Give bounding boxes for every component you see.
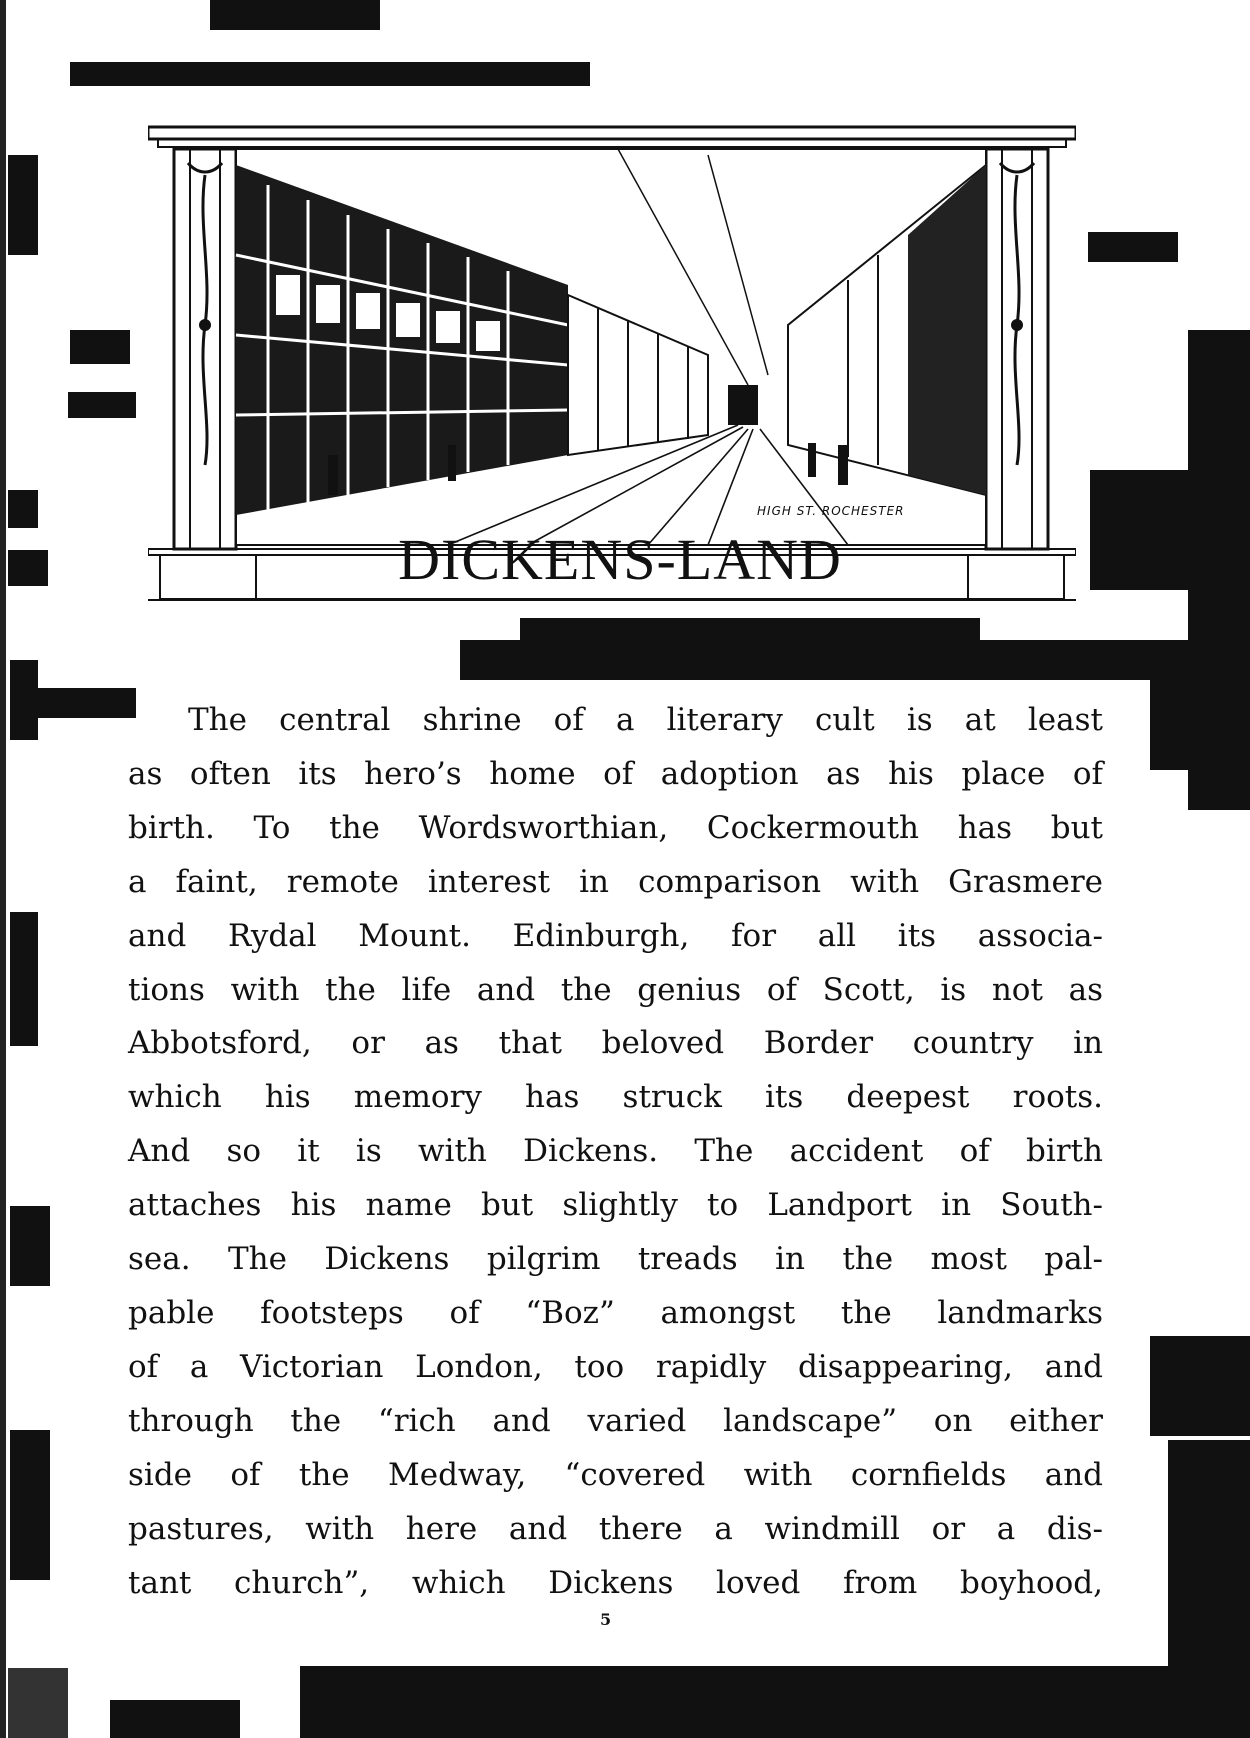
scan-artifact: [10, 1206, 50, 1286]
scan-artifact: [70, 62, 590, 86]
scan-artifact: [1088, 232, 1178, 262]
text-line: which his memory has struck its deepest roots.: [128, 1079, 1103, 1116]
text-line: attaches his name but slightly to Landport in South-: [128, 1187, 1103, 1224]
scan-artifact: [1150, 1336, 1250, 1436]
scan-artifact: [300, 1666, 1250, 1738]
scan-artifact: [10, 912, 38, 1046]
text-line: pastures, with here and there a windmill or a dis-: [128, 1510, 1103, 1547]
text-line: tions with the life and the genius of Scott, is not as: [128, 971, 1103, 1008]
scan-artifact: [8, 550, 48, 586]
scan-artifact: [110, 1700, 240, 1738]
scan-artifact: [1168, 1440, 1250, 1670]
text-line: a faint, remote interest in comparison with Grasmere: [128, 863, 1103, 900]
text-line: pable footsteps of “Boz” amongst the landmarks: [128, 1294, 1103, 1331]
text-line: The central shrine of a literary cult is at least: [188, 702, 1103, 738]
scan-artifact: [210, 0, 380, 30]
scan-artifact: [10, 660, 38, 740]
text-line: Abbotsford, or as that beloved Border country in: [128, 1025, 1103, 1062]
scan-artifact: [8, 155, 38, 255]
scan-artifact: [8, 1668, 68, 1738]
text-line: tant church”, which Dickens loved from boyhood,: [128, 1564, 1103, 1601]
text-line: side of the Medway, “covered with cornfields and: [128, 1456, 1103, 1493]
body-paragraph: [128, 694, 1103, 1610]
page-number: 5: [600, 1610, 612, 1629]
scan-artifact: [70, 330, 130, 364]
scan-artifact: [10, 1430, 50, 1580]
text-line: And so it is with Dickens. The accident of birth: [128, 1133, 1103, 1170]
scan-artifact: [0, 0, 6, 1738]
text-line: of a Victorian London, too rapidly disappearing, and: [128, 1348, 1103, 1385]
scan-artifact: [68, 392, 136, 418]
text-line: sea. The Dickens pilgrim treads in the most pal-: [128, 1241, 1103, 1278]
text-line: birth. To the Wordsworthian, Cockermouth has but: [128, 809, 1103, 846]
scan-artifact: [38, 688, 136, 718]
text-line: and Rydal Mount. Edinburgh, for all its associa-: [128, 917, 1103, 954]
text-line: through the “rich and varied landscape” on either: [128, 1402, 1103, 1439]
scan-artifact: [460, 640, 1250, 680]
scan-artifact: [520, 618, 980, 642]
scan-artifact: [8, 490, 38, 528]
page-title: DICKENS-LAND: [398, 527, 842, 592]
text-line: as often its hero’s home of adoption as his place of: [128, 755, 1103, 792]
illustration-caption: HIGH ST. ROCHESTER: [757, 504, 905, 518]
